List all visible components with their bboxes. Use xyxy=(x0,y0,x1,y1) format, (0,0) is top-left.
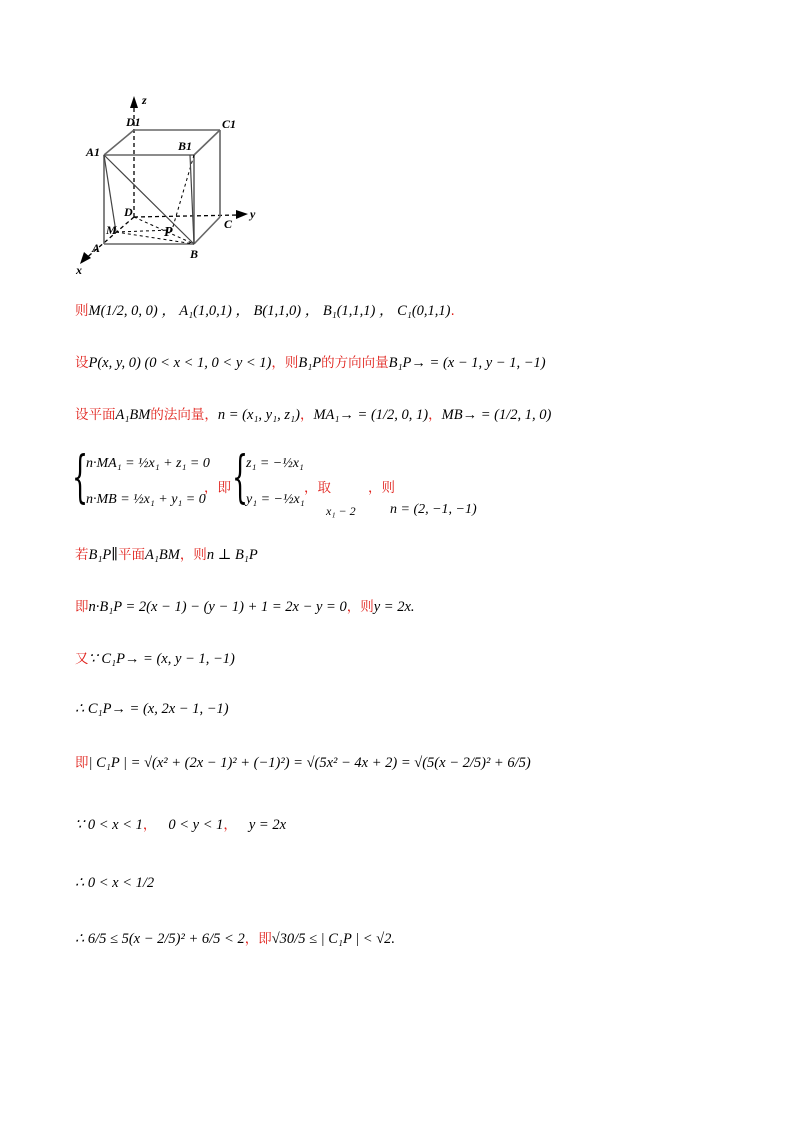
label-M: M xyxy=(106,223,117,237)
y-arrow xyxy=(236,210,248,219)
line-parallel-condition xyxy=(75,548,258,563)
text-sep: ， xyxy=(299,406,314,423)
text-period: . xyxy=(450,302,455,319)
text-qu: ，取 xyxy=(304,480,331,496)
math-c1p-sub: ∴ C₁P→ = (x, 2x − 1, −1) xyxy=(75,701,229,717)
label-B1: B1 xyxy=(178,139,193,153)
math-plane-name: A₁BM xyxy=(144,547,180,563)
edge-B-C xyxy=(194,217,220,244)
label-y: y xyxy=(250,207,256,221)
label-A: A xyxy=(92,241,101,255)
line-ranges xyxy=(75,818,286,833)
math-perpendicular: n ⊥ B₁P xyxy=(206,547,258,563)
math-dot-product: n·B₁P = 2(x − 1) − (y − 1) + 1 = 2x − y = 0 xyxy=(88,599,347,615)
line-c1p-substituted xyxy=(75,702,229,717)
text-period: . xyxy=(410,599,415,615)
text-ji: 即 xyxy=(75,598,89,615)
segment-A1-M xyxy=(104,155,116,232)
text-direction-vector: 的方向向量 xyxy=(321,354,389,371)
label-P: P xyxy=(164,225,173,240)
sys1-row2: n·MB = ½x₁ + y₁ = 0 xyxy=(86,492,206,507)
label-x: x xyxy=(76,263,82,277)
sys1-row1: n·MA₁ = ½x₁ + z₁ = 0 xyxy=(86,456,210,471)
text-ze: ，则 xyxy=(368,480,395,496)
text-set-plane: 设平面 xyxy=(75,406,116,423)
sys2-row1: z₁ = −½x₁ xyxy=(246,456,304,471)
math-b1p-vector: B₁P→ = (x − 1, y − 1, −1) xyxy=(388,355,546,371)
cube-figure xyxy=(72,92,272,282)
text-then: ，则 xyxy=(271,354,299,371)
edge-B1-C1 xyxy=(194,130,220,155)
segment-M-B xyxy=(116,232,194,244)
text-then: 则 xyxy=(75,302,89,319)
math-y-eq: y = 2x xyxy=(373,599,411,615)
label-D1: D1 xyxy=(126,115,141,129)
z-arrow xyxy=(130,96,138,108)
math-magnitude: | C₁P | = √(x² + (2x − 1)² + (−1)²) = √(5x² − 4x + 2) = √(5(x − 2/5)² + 6/5) xyxy=(88,755,531,771)
math-p-def: P(x, y, 0) (0 < x < 1, 0 < y < 1) xyxy=(88,355,272,371)
math-mb: MB→ = (1/2, 1, 0) xyxy=(441,407,552,423)
text-sep: ， xyxy=(142,816,157,833)
text-sep: ， xyxy=(428,406,442,423)
math-final-result: √30/5 ≤ | C₁P | < √2 xyxy=(271,931,392,947)
text-sep: ， xyxy=(223,816,237,833)
text-set: 设 xyxy=(75,354,89,371)
equation-systems xyxy=(72,446,632,522)
text-plane: 平面 xyxy=(117,546,145,563)
text-if: 若 xyxy=(75,546,89,563)
math-coordinates: M(1/2, 0, 0) ， A₁(1,0,1) ， B(1,1,0) ， B₁(1,1,1) ， C₁(0,1,1) xyxy=(88,303,451,319)
edge-A1-D1 xyxy=(104,130,134,155)
math-ma1: MA₁→ = (1/2, 0, 1) xyxy=(313,407,429,423)
math-n-def: n = (x₁, y₁, z₁) xyxy=(217,407,300,423)
text-normal-vector: 的法向量， xyxy=(150,406,218,423)
label-A1: A1 xyxy=(86,145,101,159)
line-final-range xyxy=(75,932,395,947)
math-qu-value: x₁ − 2 xyxy=(326,504,356,518)
text-you: 又 xyxy=(75,650,89,667)
line-coordinates xyxy=(75,304,455,319)
label-z: z xyxy=(142,93,147,107)
text-ji: ，即 xyxy=(204,480,231,496)
brace-left-2: { xyxy=(232,445,249,510)
text-ji: 即 xyxy=(75,754,89,771)
line-dot-product xyxy=(75,600,415,615)
text-ji: ，即 xyxy=(244,930,272,947)
math-x-range: ∵ 0 < x < 1 xyxy=(75,817,143,833)
line-c1p-vector xyxy=(75,652,235,667)
line-c1p-magnitude xyxy=(75,756,531,771)
math-c1p: ∵ C₁P→ = (x, y − 1, −1) xyxy=(88,651,235,667)
math-plane-name: A₁BM xyxy=(115,407,151,423)
label-D: D xyxy=(124,205,133,219)
label-B: B xyxy=(190,247,199,261)
math-x-half: ∴ 0 < x < 1/2 xyxy=(75,875,155,891)
text-then: ，则 xyxy=(179,546,207,563)
math-b1p: B₁P xyxy=(88,547,112,563)
brace-left-1: { xyxy=(72,445,89,510)
line-normal-vector xyxy=(75,408,551,423)
text-then: ，则 xyxy=(346,598,374,615)
label-C: C xyxy=(224,217,233,231)
line-x-range xyxy=(75,876,154,891)
math-b1p: B₁P xyxy=(298,355,322,371)
math-n-value: n = (2, −1, −1) xyxy=(390,502,477,517)
math-inequality: ∴ 6/5 ≤ 5(x − 2/5)² + 6/5 < 2 xyxy=(75,931,245,947)
math-y-range: 0 < y < 1 xyxy=(168,817,224,833)
sys2-row2: y₁ = −½x₁ xyxy=(246,492,305,507)
symbol-parallel: ∥ xyxy=(111,547,118,563)
math-y-relation: y = 2x xyxy=(248,817,287,833)
label-C1: C1 xyxy=(222,117,237,131)
text-period: . xyxy=(391,931,396,947)
line-set-p xyxy=(75,356,546,371)
